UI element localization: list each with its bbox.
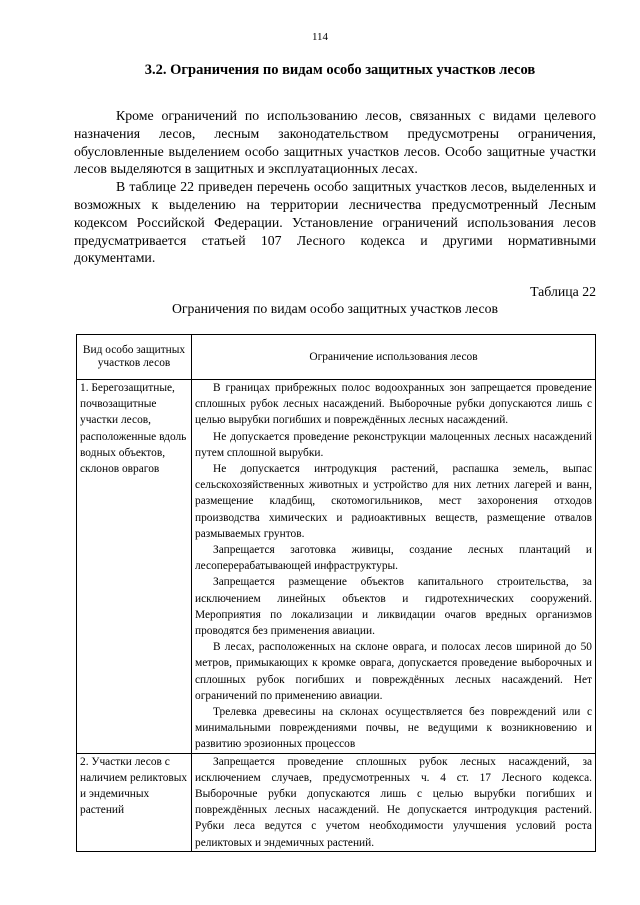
section-heading: 3.2. Ограничения по видам особо защитных участков лесов [144,62,536,78]
header-restriction: Ограничение использования лесов [192,335,596,380]
row-type-cell: 2. Участки лесов с наличием реликтовых и эндемичных растений [77,753,192,851]
table-row [77,753,596,851]
restriction-paragraph: Не допускается проведение реконструкции малоценных лесных насаждений путем сплошной вырубки. [195,430,592,459]
table-title: Ограничения по видам особо защитных участков лесов [171,301,499,316]
paragraph: Кроме ограничений по использованию лесов, связанных с видами целевого назначения лесов, лесным законодательством предусмотрены ограничения, обусловленные выделением особо защитных участков лесов. Особо защитные участки лесов выделяются в защитных и эксплуатационных лесах. [74,108,596,177]
table-row [77,380,596,754]
restriction-paragraph: Не допускается интродукция растений, распашка земель, выпас сельскохозяйственных животных и устройство для них летних лагерей и ванн, размещение кладбищ, скотомогильников, мест захоронения отходов производства химических и радиоактивных веществ, размещение отвалов размываемых грунтов. [195,463,592,540]
restriction-paragraph: В лесах, расположенных на склоне оврага, и полосах лесов шириной до 50 метров, примыкающих к кромке оврага, допускается проведение выборочных и сплошных рубок погибших и повреждённых лесных насаждений. Нет ограничений по применению авиации. [195,641,592,702]
restriction-paragraph: Запрещается проведение сплошных рубок лесных насаждений, за исключением случаев, предусмотренных ч. 4 ст. 17 Лесного кодекса. Выборочные рубки допускаются лишь с целью вырубки погибших и повреждённых лесных насаждений. Не допускается интродукция растений. Рубки леса ведутся с учетом необходимости улучшения условий роста реликтовых и эндемичных растений. [195,755,592,849]
restrictions-table [76,334,596,852]
row-type-cell: 1. Берегозащитные, почвозащитные участки лесов, расположенные вдоль водных объектов, склонов оврагов [77,380,192,754]
body-text [74,107,596,267]
table-header-row [77,335,596,380]
paragraph: В таблице 22 приведен перечень особо защитных участков лесов, выделенных и возможных к выделению на территории лесничества предусмотренный Лесным кодексом Российской Федерации. Установление ограничений использования лесов предусматривается статьей 107 Лесного кодекса и другими нормативными документами. [74,179,596,266]
table-label: Таблица 22 [530,284,596,299]
restriction-paragraph: Запрещается размещение объектов капитального строительства, за исключением линейных объектов и гидротехнических сооружений. Мероприятия по локализации и ликвидации очагов вредных организмов проводятся без применения авиации. [195,576,592,638]
restriction-paragraph: Запрещается заготовка живицы, создание лесных плантаций и лесоперерабатывающей инфраструктуры. [195,544,592,573]
header-type: Вид особо защитных участков лесов [77,335,192,380]
row-restriction-cell [192,380,596,754]
restriction-paragraph: В границах прибрежных полос водоохранных зон запрещается проведение сплошных рубок лесных насаждений. Выборочные рубки допускаются лишь с целью вырубки погибших и повреждённых лесных насаждений. [195,382,592,427]
row-restriction-cell [192,753,596,851]
page-number: 114 [311,31,329,43]
restriction-paragraph: Трелевка древесины на склонах осуществляется без повреждений или с минимальными повреждениями почвы, не ведущими к возникновению и развитию эрозионных процессов [195,706,592,751]
